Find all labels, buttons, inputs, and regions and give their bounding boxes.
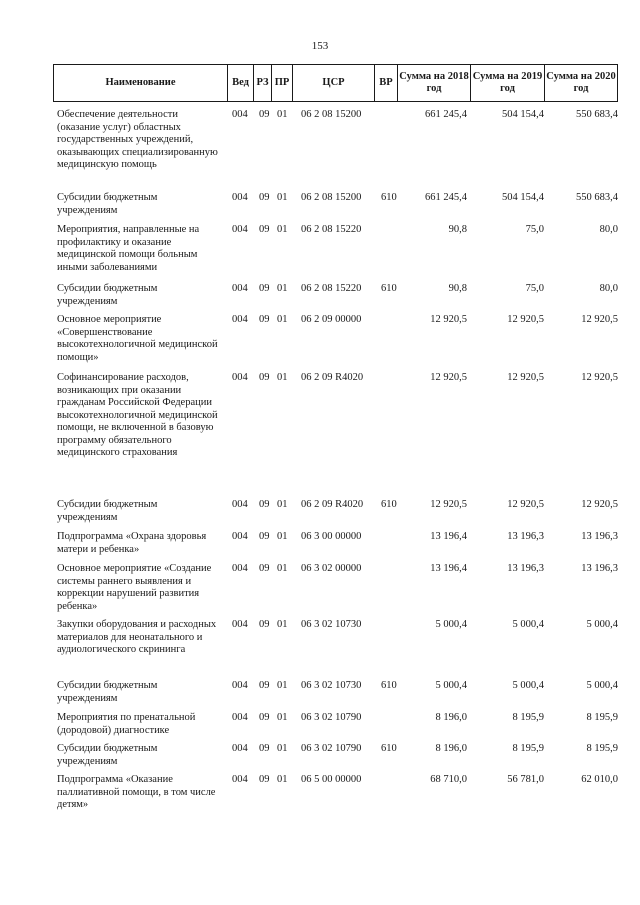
row-pr: 01 (277, 499, 288, 510)
row-name: Мероприятия по пренатальной (дородовой) диагностике (57, 712, 196, 736)
row-sum-2018: 8 196,0 (435, 712, 467, 723)
row-vr: 610 (381, 499, 397, 510)
row-rz: 09 (259, 192, 270, 203)
row-sum-2020: 13 196,3 (581, 563, 618, 574)
row-vr: 610 (381, 743, 397, 754)
row-rz: 09 (259, 531, 270, 542)
row-sum-2018: 5 000,4 (435, 619, 467, 630)
row-pr: 01 (277, 712, 288, 723)
row-vr: 610 (381, 680, 397, 691)
row-sum-2020: 5 000,4 (586, 619, 618, 630)
row-rz: 09 (259, 499, 270, 510)
row-ved: 004 (232, 283, 248, 294)
row-pr: 01 (277, 192, 288, 203)
row-name: Основное мероприятие «Совершенствование высокотехнологичной медицинской помощи» (57, 314, 218, 363)
row-sum-2018: 90,8 (448, 283, 467, 294)
row-name: Основное мероприятие «Создание системы раннего выявления и коррекции нарушений развития ребенка» (57, 563, 212, 612)
row-csr: 06 3 02 10730 (301, 619, 362, 630)
row-sum-2020: 5 000,4 (586, 680, 618, 691)
row-csr: 06 3 02 10790 (301, 743, 362, 754)
row-sum-2019: 13 196,3 (507, 563, 544, 574)
row-sum-2020: 12 920,5 (581, 314, 618, 325)
row-name: Подпрограмма «Оказание паллиативной помощи, в том числе детям» (57, 774, 216, 810)
row-pr: 01 (277, 774, 288, 785)
row-csr: 06 2 09 00000 (301, 314, 362, 325)
row-pr: 01 (277, 743, 288, 754)
row-ved: 004 (232, 712, 248, 723)
row-csr: 06 2 08 15200 (301, 109, 362, 120)
row-csr: 06 3 00 00000 (301, 531, 362, 542)
row-csr: 06 2 08 15200 (301, 192, 362, 203)
row-sum-2018: 68 710,0 (430, 774, 467, 785)
header-sum-2018: Сумма на 2018 год (398, 65, 471, 101)
row-ved: 004 (232, 743, 248, 754)
row-ved: 004 (232, 531, 248, 542)
row-sum-2019: 12 920,5 (507, 314, 544, 325)
row-pr: 01 (277, 314, 288, 325)
row-pr: 01 (277, 563, 288, 574)
row-sum-2020: 80,0 (599, 283, 618, 294)
row-sum-2018: 13 196,4 (430, 531, 467, 542)
row-pr: 01 (277, 531, 288, 542)
row-rz: 09 (259, 283, 270, 294)
row-sum-2020: 12 920,5 (581, 372, 618, 383)
table-header (53, 64, 618, 102)
row-csr: 06 2 08 15220 (301, 283, 362, 294)
row-rz: 09 (259, 109, 270, 120)
row-sum-2019: 8 195,9 (512, 743, 544, 754)
row-rz: 09 (259, 743, 270, 754)
row-csr: 06 3 02 00000 (301, 563, 362, 574)
row-csr: 06 5 00 00000 (301, 774, 362, 785)
row-sum-2020: 550 683,4 (576, 109, 618, 120)
row-rz: 09 (259, 314, 270, 325)
row-name: Обеспечение деятельности (оказание услуг) областных государственных учреждений, оказывающих специализированную медицинскую помощь (57, 109, 218, 170)
row-vr: 610 (381, 192, 397, 203)
row-name: Субсидии бюджетным учреждениям (57, 743, 158, 767)
header-name: Наименование (54, 65, 228, 101)
row-sum-2019: 8 195,9 (512, 712, 544, 723)
header-rz: РЗ (254, 65, 272, 101)
row-sum-2019: 5 000,4 (512, 680, 544, 691)
row-pr: 01 (277, 283, 288, 294)
row-ved: 004 (232, 372, 248, 383)
row-csr: 06 2 09 R4020 (301, 499, 364, 510)
row-sum-2020: 8 195,9 (586, 712, 618, 723)
row-sum-2019: 56 781,0 (507, 774, 544, 785)
row-sum-2019: 75,0 (525, 224, 544, 235)
header-sum-2020: Сумма на 2020 год (546, 71, 616, 94)
row-pr: 01 (277, 680, 288, 691)
row-pr: 01 (277, 619, 288, 630)
row-name: Субсидии бюджетным учреждениям (57, 499, 158, 523)
row-sum-2018: 5 000,4 (435, 680, 467, 691)
row-name: Закупки оборудования и расходных материалов для неонатального и аудиологического скрининга (57, 619, 217, 655)
row-sum-2019: 504 154,4 (502, 192, 544, 203)
row-sum-2018: 661 245,4 (425, 192, 467, 203)
row-sum-2020: 62 010,0 (581, 774, 618, 785)
row-vr: 610 (381, 283, 397, 294)
row-ved: 004 (232, 619, 248, 630)
row-ved: 004 (232, 109, 248, 120)
row-sum-2019: 13 196,3 (507, 531, 544, 542)
row-ved: 004 (232, 224, 248, 235)
row-name: Субсидии бюджетным учреждениям (57, 283, 158, 307)
row-csr: 06 3 02 10790 (301, 712, 362, 723)
row-rz: 09 (259, 712, 270, 723)
row-csr: 06 2 08 15220 (301, 224, 362, 235)
row-sum-2020: 8 195,9 (586, 743, 618, 754)
header-pr: ПР (272, 65, 293, 101)
row-ved: 004 (232, 680, 248, 691)
row-ved: 004 (232, 499, 248, 510)
row-sum-2019: 12 920,5 (507, 372, 544, 383)
row-name: Подпрограмма «Охрана здоровья матери и ребенка» (57, 531, 207, 555)
row-rz: 09 (259, 774, 270, 785)
row-rz: 09 (259, 680, 270, 691)
row-sum-2020: 12 920,5 (581, 499, 618, 510)
row-ved: 004 (232, 192, 248, 203)
row-ved: 004 (232, 563, 248, 574)
row-sum-2018: 8 196,0 (435, 743, 467, 754)
row-sum-2018: 12 920,5 (430, 314, 467, 325)
row-rz: 09 (259, 372, 270, 383)
row-name: Мероприятия, направленные на профилактику и оказание медицинской помощи больным иными заболеваниями (57, 224, 200, 273)
row-sum-2019: 12 920,5 (507, 499, 544, 510)
row-sum-2018: 12 920,5 (430, 499, 467, 510)
row-ved: 004 (232, 774, 248, 785)
row-sum-2019: 504 154,4 (502, 109, 544, 120)
row-name: Субсидии бюджетным учреждениям (57, 680, 158, 704)
row-ved: 004 (232, 314, 248, 325)
row-sum-2018: 661 245,4 (425, 109, 467, 120)
header-vr: ВР (375, 65, 398, 101)
row-sum-2019: 5 000,4 (512, 619, 544, 630)
row-sum-2018: 13 196,4 (430, 563, 467, 574)
row-name: Субсидии бюджетным учреждениям (57, 192, 158, 216)
row-sum-2018: 90,8 (448, 224, 467, 235)
page-number: 153 (311, 40, 329, 52)
row-sum-2020: 550 683,4 (576, 192, 618, 203)
header-csr: ЦСР (293, 65, 375, 101)
row-pr: 01 (277, 224, 288, 235)
row-csr: 06 3 02 10730 (301, 680, 362, 691)
row-pr: 01 (277, 109, 288, 120)
row-csr: 06 2 09 R4020 (301, 372, 364, 383)
row-rz: 09 (259, 619, 270, 630)
row-name: Софинансирование расходов, возникающих при оказании гражданам Российской Федерации высокотехнологичной медицинской помощи, не включенной в базовую программу обязательного медицинского страхования (57, 372, 218, 458)
header-sum-2019: Сумма на 2019 год (471, 65, 545, 101)
row-sum-2019: 75,0 (525, 283, 544, 294)
header-ved: Вед (228, 65, 254, 101)
row-sum-2020: 80,0 (599, 224, 618, 235)
row-sum-2018: 12 920,5 (430, 372, 467, 383)
row-rz: 09 (259, 224, 270, 235)
row-sum-2020: 13 196,3 (581, 531, 618, 542)
row-pr: 01 (277, 372, 288, 383)
row-rz: 09 (259, 563, 270, 574)
